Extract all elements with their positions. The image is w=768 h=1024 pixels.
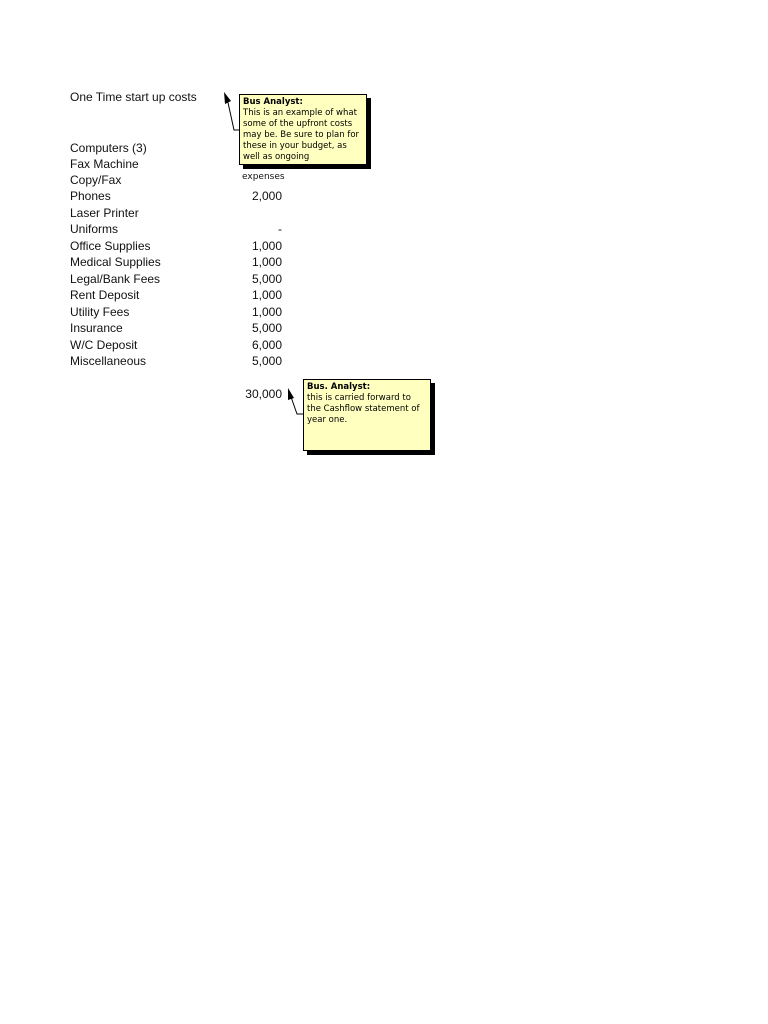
row-value: 6,000 [251,338,282,352]
comment-note-2[interactable] [303,379,431,451]
row-3 [70,188,282,204]
row-value: 5,000 [251,272,282,286]
row-11 [70,320,282,336]
row-label: Copy/Fax [70,173,122,187]
row-label: Uniforms [70,222,119,236]
comment-2-arrowhead [288,388,294,400]
comment-text: This is an example of what some of the upfront costs may be. Be sure to plan for these in your budget, as well as ongoing [243,108,360,162]
row-label: Phones [70,189,111,203]
row-9 [70,287,282,303]
sheet-title: One Time start up costs [70,90,197,104]
row-8 [70,271,282,287]
comment-overflow-text: expenses [242,172,285,182]
comment-author: Bus Analyst: [243,97,303,107]
row-4 [70,205,282,221]
row-label: Legal/Bank Fees [70,272,161,286]
row-value: 2,000 [251,189,282,203]
row-value: 1,000 [251,255,282,269]
row-7 [70,254,282,270]
comment-author: Bus. Analyst: [307,382,371,392]
row-value: 1,000 [251,305,282,319]
row-label: Medical Supplies [70,255,161,269]
row-value: 1,000 [251,288,282,302]
row-label: Insurance [70,321,123,335]
comment-1-arrowhead [224,92,231,104]
row-label: W/C Deposit [70,338,138,352]
row-value: 5,000 [251,354,282,368]
row-5 [70,221,282,237]
row-label: Utility Fees [70,305,130,319]
row-10 [70,304,282,320]
row-label: Fax Machine [70,157,139,171]
row-value: 5,000 [251,321,282,335]
row-label: Rent Deposit [70,288,140,302]
comment-note-1[interactable] [239,94,367,165]
row-value: - [278,222,282,236]
total-value: 30,000 [245,387,282,401]
row-13 [70,353,282,369]
comment-text: this is carried forward to the Cashflow statement of year one. [307,393,420,425]
row-label: Miscellaneous [70,354,147,368]
row-6 [70,238,282,254]
row-value: 1,000 [251,239,282,253]
row-label: Office Supplies [70,239,151,253]
row-label: Computers (3) [70,141,147,155]
row-label: Laser Printer [70,206,139,220]
comment-2-arrow-line [290,394,303,414]
row-12 [70,337,282,353]
